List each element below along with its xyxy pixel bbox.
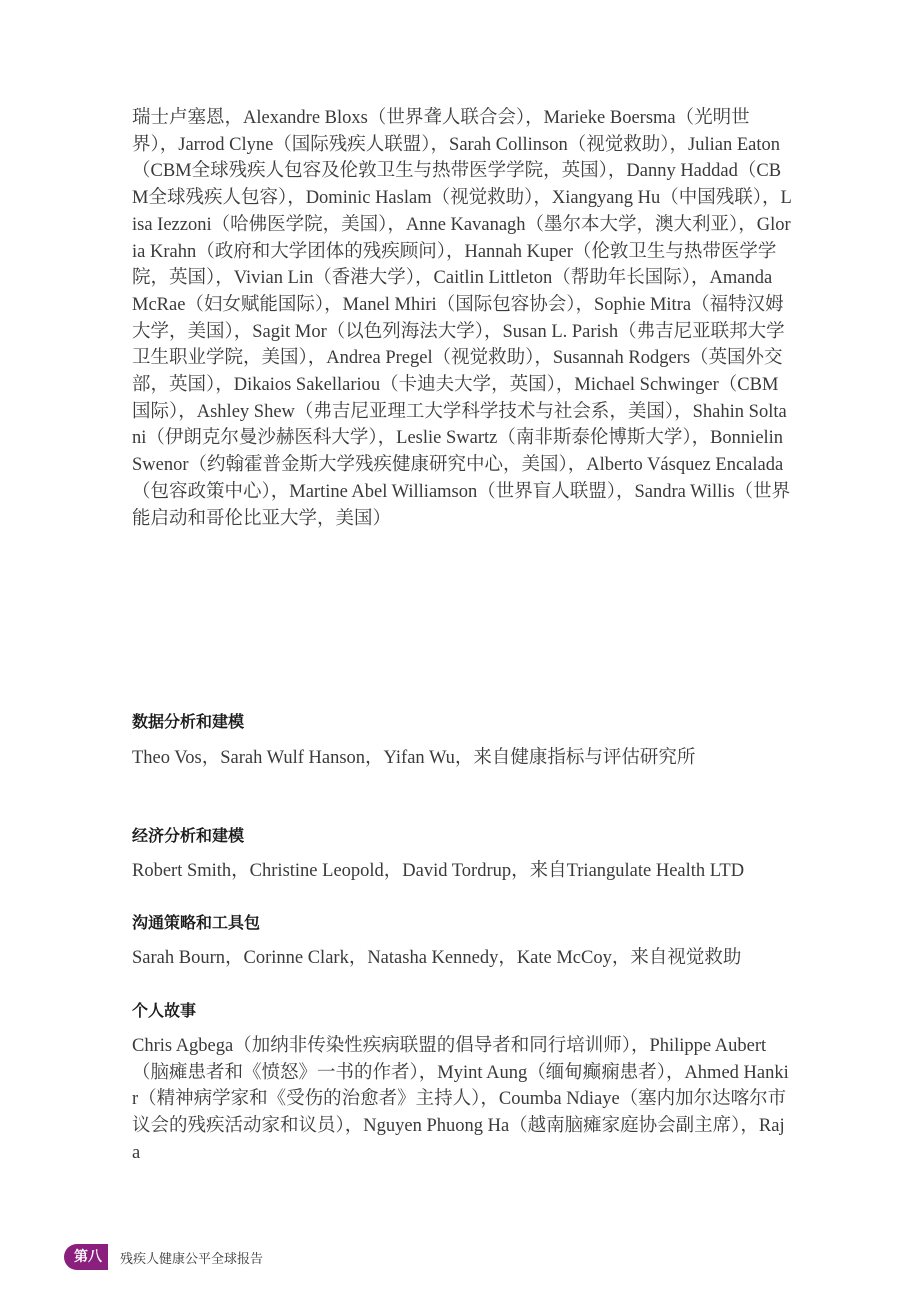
report-title: 残疾人健康公平全球报告: [120, 1251, 264, 1267]
contributors-paragraph: 瑞士卢塞恩，Alexandre Bloxs（世界聋人联合会），Marieke Boersma（光明世界），Jarrod Clyne（国际残疾人联盟），Sarah Collinson（视觉救助），Julian Eaton（CBM全球残疾人包容及伦敦卫生与热带医学学院，英国），Danny Haddad（CBM全球残疾人包容），Dominic Haslam（视觉救助），Xiangyang Hu（中国残联），Lisa Iezzoni（哈佛医学院，美国），Anne Kavanagh（墨尔本大学，澳大利亚），Gloria Krahn（政府和大学团体的残疾顾问），Hannah Kuper（伦敦卫生与热带医学学院，英国），Vivian Lin（香港大学），Caitlin Littleton（帮助年长国际），Amanda McRae（妇女赋能国际），Manel Mhiri（国际包容协会），Sophie Mitra（福特汉姆大学，美国），Sagit Mor（以色列海法大学），Susan L. Parish（弗吉尼亚联邦大学卫生职业学院，美国），Andrea Pregel（视觉救助），Susannah Rodgers（英国外交部，英国），Dikaios Sakellariou（卡迪夫大学，英国），Michael Schwinger（CBM国际），Ashley Shew（弗吉尼亚理工大学科学技术与社会系，美国），Shahin Soltani（伊朗克尔曼沙赫医科大学），Leslie Swartz（南非斯泰伦博斯大学），Bonnielin Swenor（约翰霍普金斯大学残疾健康研究中心，美国），Alberto Vásquez Encalada（包容政策中心），Martine Abel Williamson（世界盲人联盟），Sandra Willis（世界能启动和哥伦比亚大学，美国）: [132, 108, 792, 529]
section-text-personal-stories: Chris Agbega（加纳非传染性疾病联盟的倡导者和同行培训师），Philippe Aubert（脑瘫患者和《愤怒》一书的作者），Myint Aung（缅甸癫痫患者），Ahmed Hankir（精神病学家和《受伤的治愈者》主持人），Coumba Ndiaye（塞内加尔达喀尔市议会的残疾活动家和议员），Nguyen Phuong Ha（越南脑瘫家庭协会副主席），Raja: [132, 1036, 789, 1163]
page-footer: [64, 1243, 263, 1271]
section-text-economic-analysis: Robert Smith，Christine Leopold，David Tordrup，来自Triangulate Health LTD: [132, 861, 745, 881]
section-heading-data-analysis: 数据分析和建模: [132, 712, 245, 731]
section-heading-personal-stories: 个人故事: [132, 1001, 197, 1020]
section-heading-communication: 沟通策略和工具包: [132, 913, 261, 932]
section-heading-economic-analysis: 经济分析和建模: [132, 826, 245, 845]
chapter-badge: 第八: [64, 1244, 108, 1270]
section-text-communication: Sarah Bourn，Corinne Clark，Natasha Kennedy，Kate McCoy，来自视觉救助: [132, 948, 742, 968]
section-text-data-analysis: Theo Vos，Sarah Wulf Hanson，Yifan Wu，来自健康指标与评估研究所: [132, 748, 696, 768]
